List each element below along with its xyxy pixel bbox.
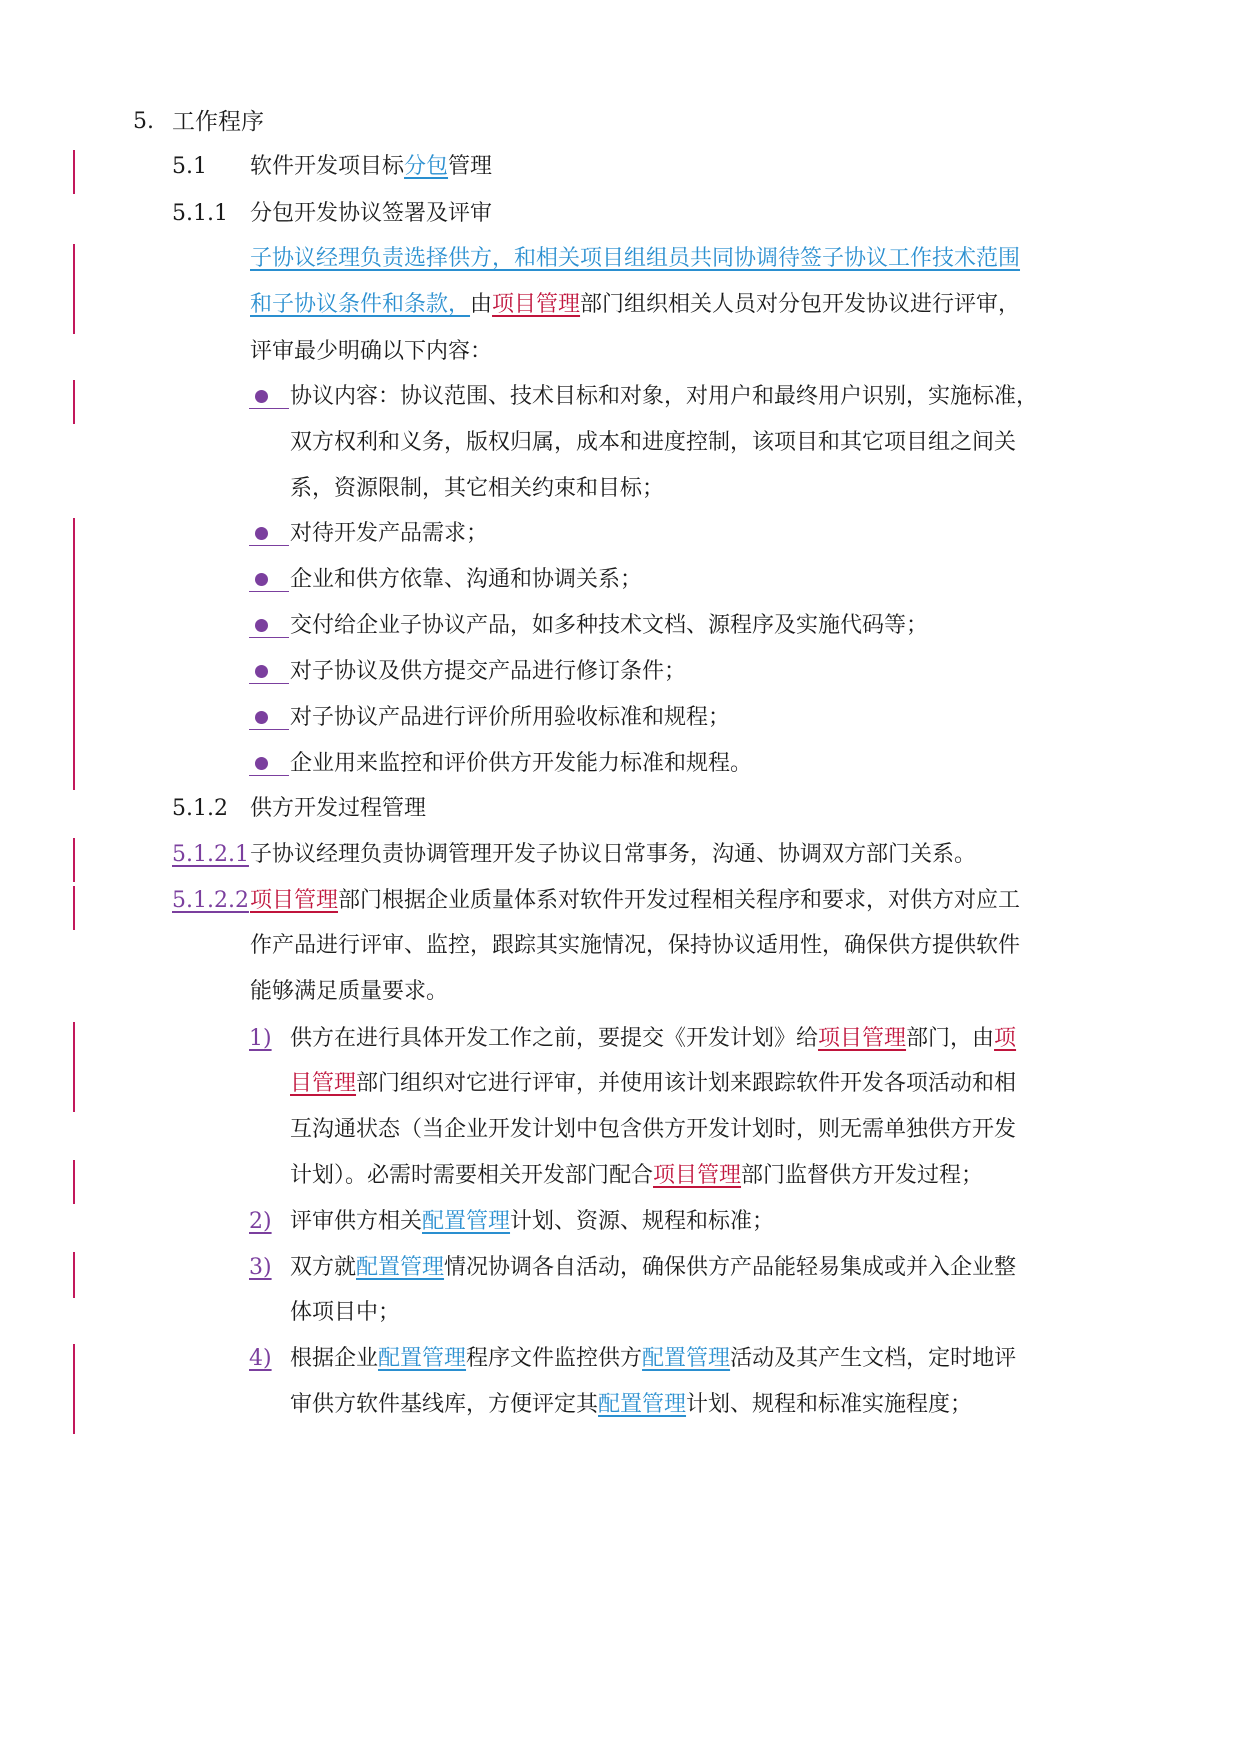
bullet-item-line: 交付给企业子协议产品，如多种技术文档、源程序及实施代码等； xyxy=(290,613,929,638)
item-text: 供方在进行具体开发工作之前，要提交《开发计划》给 xyxy=(290,1026,819,1051)
subsection-title: 供方开发过程管理 xyxy=(250,796,427,821)
paragraph-line xyxy=(250,886,1020,916)
subsection-title: 分包开发协议签署及评审 xyxy=(250,201,493,226)
item-text: 根据企业 xyxy=(290,1346,379,1371)
item-text: 情况协调各自活动，确保供方产品能轻易集成或并入企业整 xyxy=(444,1255,1017,1280)
item-number: 1) xyxy=(249,1026,272,1051)
item-line: 体项目中； xyxy=(290,1300,401,1325)
item-text: 审供方软件基线库，方便评定其 xyxy=(290,1392,599,1417)
configuration-management-link[interactable]: 配置管理 xyxy=(422,1209,511,1234)
paragraph-text: 由 xyxy=(470,292,493,317)
item-text: 计划）。必需时需要相关开发部门配合 xyxy=(290,1163,654,1188)
change-bar xyxy=(73,150,75,194)
bullet-item-line: 系，资源限制，其它相关约束和目标； xyxy=(290,476,665,501)
item-line xyxy=(290,1390,972,1420)
bullet-marker xyxy=(249,657,291,687)
bullet-marker xyxy=(249,519,291,549)
paragraph-text: 部门组织相关人员对分包开发协议进行评审， xyxy=(580,292,1021,317)
project-management-link[interactable]: 项目管理 xyxy=(818,1026,907,1051)
subsection-title xyxy=(250,152,492,182)
bullet-item-line: 对子协议产品进行评价所用验收标准和规程； xyxy=(290,705,731,730)
item-text: 部门监督供方开发过程； xyxy=(741,1163,984,1188)
section-title: 工作程序 xyxy=(172,109,264,135)
project-management-link[interactable]: 目管理 xyxy=(290,1071,357,1096)
change-bar xyxy=(73,1160,75,1204)
paragraph-line xyxy=(250,290,1020,320)
subsection-title-text: 管理 xyxy=(448,154,493,179)
item-line xyxy=(290,1069,1016,1099)
item-line xyxy=(290,1344,1016,1374)
change-bar xyxy=(73,886,75,930)
bullet-item-line: 企业和供方依靠、沟通和协调关系； xyxy=(290,567,643,592)
bullet-item-line: 对子协议及供方提交产品进行修订条件； xyxy=(290,659,687,684)
change-bar xyxy=(73,518,75,790)
change-bar xyxy=(73,838,75,882)
item-line xyxy=(290,1024,1016,1054)
project-management-link[interactable]: 项目管理 xyxy=(250,888,339,913)
section-number: 5. xyxy=(133,109,154,134)
subcontract-link[interactable]: 分包 xyxy=(404,154,449,179)
bullet-marker xyxy=(249,565,291,595)
change-bar xyxy=(73,380,75,424)
change-bar xyxy=(73,1344,75,1434)
bullet-item-line: 协议内容：协议范围、技术目标和对象，对用户和最终用户识别，实施标准， xyxy=(290,384,1039,409)
tracked-insertion: 和子协议条件和条款， xyxy=(250,292,471,317)
configuration-management-link[interactable]: 配置管理 xyxy=(642,1346,731,1371)
project-management-link[interactable]: 项目管理 xyxy=(492,292,581,317)
configuration-management-link[interactable]: 配置管理 xyxy=(356,1255,445,1280)
subsection-number: 5.1.2 xyxy=(172,796,228,821)
item-line xyxy=(290,1161,983,1191)
change-bar xyxy=(73,1252,75,1298)
item-number: 4) xyxy=(249,1346,272,1371)
subsection-title-text: 软件开发项目标 xyxy=(250,154,405,179)
item-text: 计划、资源、规程和标准； xyxy=(510,1209,775,1234)
subsection-number: 5.1 xyxy=(172,154,207,179)
project-management-link[interactable]: 项 xyxy=(994,1026,1017,1051)
bullet-item-line: 企业用来监控和评价供方开发能力标准和规程。 xyxy=(290,751,753,776)
configuration-management-link[interactable]: 配置管理 xyxy=(598,1392,687,1417)
bullet-marker xyxy=(249,749,291,779)
project-management-link[interactable]: 项目管理 xyxy=(653,1163,742,1188)
item-line xyxy=(290,1253,1016,1283)
bullet-marker xyxy=(249,382,291,412)
item-line: 互沟通状态（当企业开发计划中包含供方开发计划时，则无需单独供方开发 xyxy=(290,1117,1017,1142)
bullet-marker xyxy=(249,611,291,641)
item-text: 活动及其产生文档，定时地评 xyxy=(730,1346,1017,1371)
item-number: 3) xyxy=(249,1255,272,1280)
paragraph-line: 作产品进行评审、监控，跟踪其实施情况，保持协议适用性，确保供方提供软件 xyxy=(250,933,1021,958)
bullet-marker xyxy=(249,703,291,733)
item-text: 计划、规程和标准实施程度； xyxy=(686,1392,973,1417)
item-text: 程序文件监控供方 xyxy=(466,1346,643,1371)
item-line xyxy=(290,1207,774,1237)
tracked-insertion: 子协议经理负责选择供方，和相关项目组组员共同协调待签子协议工作技术范围 xyxy=(250,246,1021,271)
configuration-management-link[interactable]: 配置管理 xyxy=(378,1346,467,1371)
bullet-item-line: 对待开发产品需求； xyxy=(290,521,489,546)
paragraph-text: 部门根据企业质量体系对软件开发过程相关程序和要求，对供方对应工 xyxy=(338,888,1021,913)
item-number: 2) xyxy=(249,1209,272,1234)
item-text: 双方就 xyxy=(290,1255,357,1280)
item-text: 部门组织对它进行评审，并使用该计划来跟踪软件开发各项活动和相 xyxy=(356,1071,1017,1096)
change-bar xyxy=(73,244,75,334)
item-text: 部门，由 xyxy=(906,1026,995,1051)
paragraph-line: 能够满足质量要求。 xyxy=(250,979,449,1004)
paragraph-line: 子协议经理负责协调管理开发子协议日常事务，沟通、协调双方部门关系。 xyxy=(250,842,977,867)
subsection-number: 5.1.1 xyxy=(172,201,228,226)
item-text: 评审供方相关 xyxy=(290,1209,423,1234)
bullet-item-line: 双方权利和义务，版权归属，成本和进度控制，该项目和其它项目组之间关 xyxy=(290,430,1017,455)
change-bar xyxy=(73,1022,75,1112)
clause-number: 5.1.2.2 xyxy=(172,888,249,913)
paragraph-line: 评审最少明确以下内容： xyxy=(250,339,493,364)
paragraph-line xyxy=(250,244,1020,274)
clause-number: 5.1.2.1 xyxy=(172,842,249,867)
